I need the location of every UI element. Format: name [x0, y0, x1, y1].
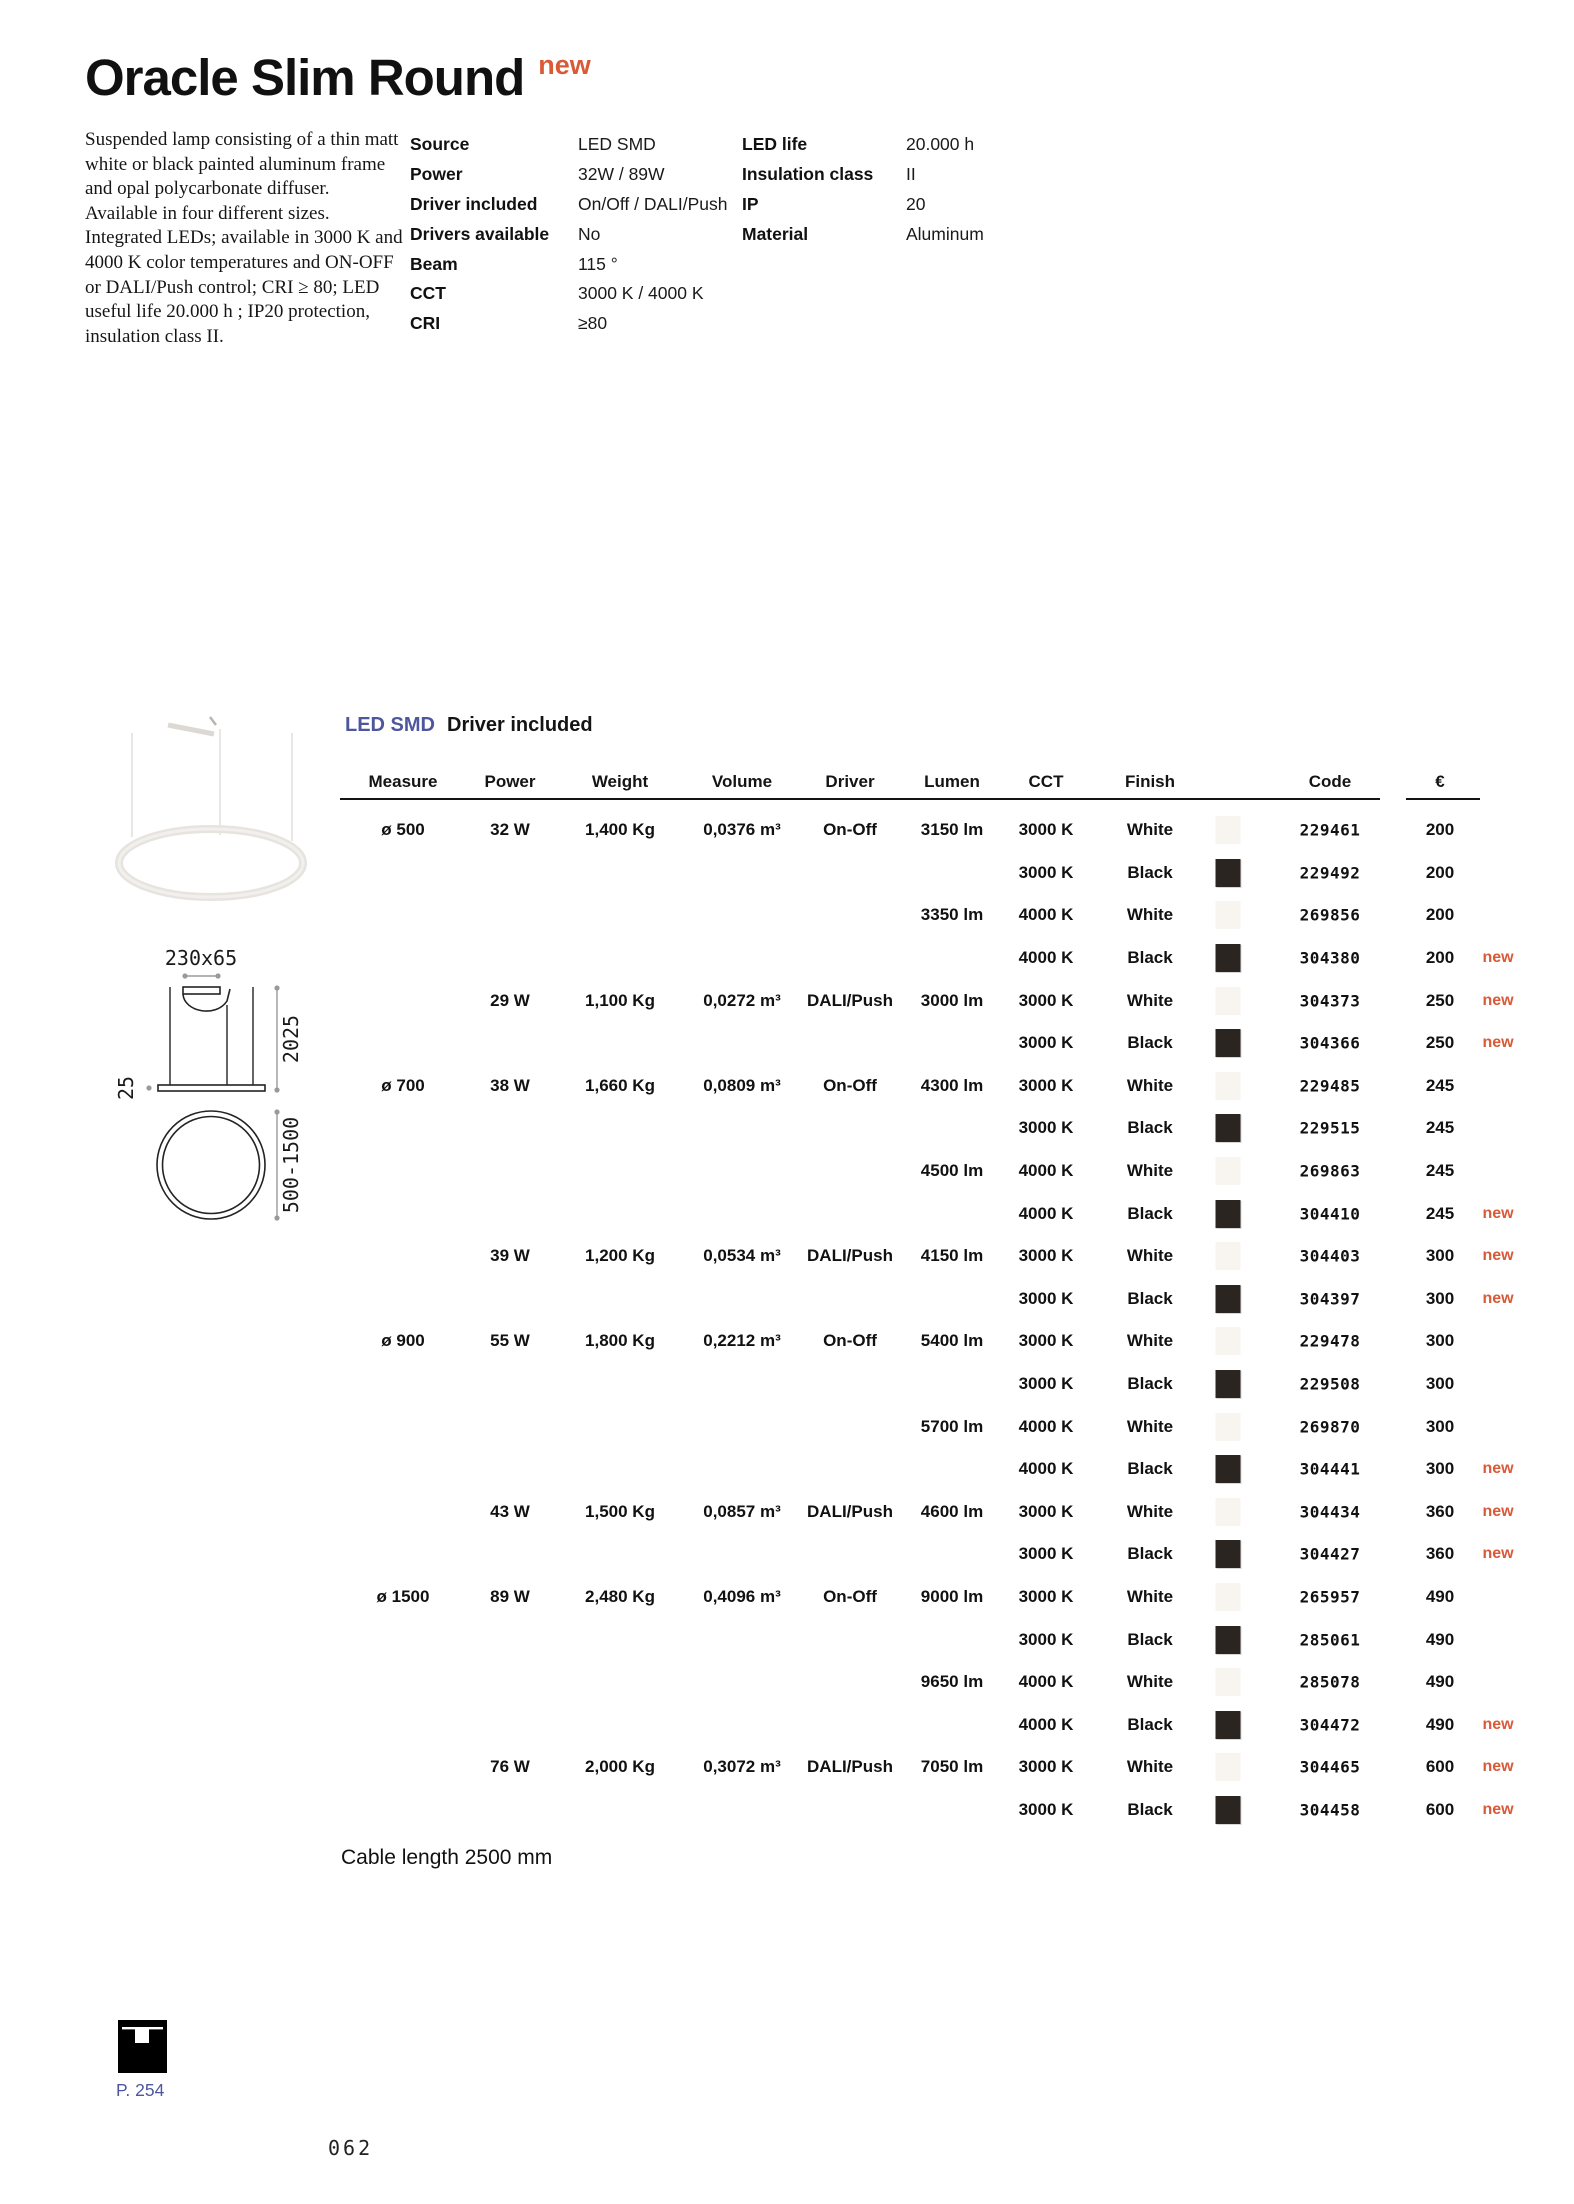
cell-price: 245 [1425, 1075, 1455, 1095]
cell-code: 304397 [1299, 1289, 1361, 1309]
icon-pendant-block [135, 2029, 149, 2043]
cell-code: 285078 [1299, 1672, 1361, 1692]
cell-measure: ø 700 [381, 1075, 425, 1095]
cell-new-tag: new [1482, 1800, 1514, 1818]
table-row [340, 979, 1560, 1022]
spec-value: II [906, 164, 916, 185]
cell-finish: White [1126, 1416, 1174, 1436]
table-rows [340, 809, 1560, 1831]
col-header-lumen: Lumen [924, 772, 980, 791]
cell-lumen: 4600 lm [920, 1501, 984, 1521]
cell-volume: 0,3072 m³ [703, 1757, 781, 1777]
spec-list-right [742, 130, 984, 249]
cell-code: 304380 [1299, 948, 1361, 968]
cell-price: 300 [1425, 1331, 1455, 1351]
cell-new-tag: new [1482, 949, 1514, 967]
cell-measure: ø 900 [381, 1331, 425, 1351]
cell-finish: White [1126, 1501, 1174, 1521]
cell-new-tag: new [1482, 1034, 1514, 1052]
cell-lumen: 9650 lm [920, 1672, 984, 1692]
spec-row [410, 309, 727, 339]
product-photo [70, 695, 320, 915]
cell-cct: 3000 K [1018, 1288, 1074, 1308]
header-rule-currency [1406, 798, 1480, 800]
product-description: Suspended lamp consisting of a thin matt white or black painted aluminum frame and opal polycarbonate diffuser. Available in four different sizes. Integrated LEDs; available in 3000 K and 4000 K color temperatures and ON-OFF or DALI/Push control; CRI ≥ 80; LED useful life 20.000 h ; IP20 protection, insulation class II. [85, 129, 403, 347]
finish-swatch-white [1216, 1583, 1241, 1611]
cell-cct: 3000 K [1018, 1799, 1074, 1819]
finish-swatch-white [1216, 901, 1241, 929]
cell-volume: 0,0857 m³ [703, 1501, 781, 1521]
table-row [340, 937, 1560, 980]
cell-finish: Black [1127, 1118, 1173, 1138]
cell-measure: ø 1500 [376, 1586, 430, 1606]
cell-finish: White [1126, 905, 1174, 925]
cell-code: 304403 [1299, 1246, 1361, 1266]
cell-volume: 0,0809 m³ [703, 1075, 781, 1095]
finish-swatch-black [1216, 1114, 1241, 1142]
finish-swatch-white [1216, 1753, 1241, 1781]
cell-cct: 4000 K [1018, 1459, 1074, 1479]
suspension-mount-icon [118, 2020, 167, 2073]
spec-list-left [410, 130, 727, 339]
cell-volume: 0,4096 m³ [703, 1586, 781, 1606]
finish-swatch-white [1216, 1072, 1241, 1100]
cell-price: 250 [1425, 1033, 1455, 1053]
page-title [85, 48, 591, 107]
finish-swatch-black [1216, 1370, 1241, 1398]
finish-swatch-black [1216, 1455, 1241, 1483]
finish-swatch-black [1216, 1200, 1241, 1228]
spec-label: Insulation class [742, 164, 874, 185]
spec-value: 3000 K / 4000 K [578, 283, 704, 304]
table-row [340, 1703, 1560, 1746]
finish-swatch-black [1216, 1626, 1241, 1654]
spec-row [742, 130, 984, 160]
cell-driver: On-Off [823, 1586, 877, 1606]
col-header-weight: Weight [591, 772, 649, 791]
cell-price: 490 [1425, 1629, 1455, 1649]
cell-finish: Black [1127, 1459, 1173, 1479]
page-reference-link[interactable]: P. 254 [116, 2080, 165, 2100]
cell-power: 55 W [490, 1331, 530, 1351]
cell-finish: Black [1127, 1288, 1173, 1308]
dim-dot [274, 1087, 279, 1092]
cell-code: 304410 [1299, 1204, 1361, 1224]
cell-price: 490 [1425, 1672, 1455, 1692]
drawing-ring-profile [158, 1085, 265, 1091]
drawing-canopy [183, 987, 220, 994]
col-header-code: Code [1308, 772, 1352, 791]
table-row [340, 1618, 1560, 1661]
spec-label: CCT [410, 283, 446, 304]
cell-lumen: 7050 lm [920, 1757, 984, 1777]
cell-lumen: 3000 lm [920, 990, 984, 1010]
table-row [340, 1320, 1560, 1363]
cell-price: 490 [1425, 1586, 1455, 1606]
spec-row [742, 160, 984, 190]
cell-finish: White [1126, 1757, 1174, 1777]
cell-lumen: 3350 lm [920, 905, 984, 925]
finish-swatch-black [1216, 944, 1241, 972]
finish-swatch-white [1216, 1668, 1241, 1696]
spec-label: Driver included [410, 193, 538, 214]
cell-new-tag: new [1482, 1247, 1514, 1265]
cell-finish: Black [1127, 1544, 1173, 1564]
cell-power: 38 W [490, 1075, 530, 1095]
dim-dot [215, 973, 220, 978]
table-row [340, 1448, 1560, 1491]
cell-weight: 2,000 Kg [585, 1757, 655, 1777]
cell-finish: White [1126, 1161, 1174, 1181]
cell-price: 200 [1425, 905, 1455, 925]
cell-new-tag: new [1482, 1545, 1514, 1563]
dim-dot [182, 973, 187, 978]
cell-price: 300 [1425, 1374, 1455, 1394]
spec-row [410, 160, 727, 190]
finish-swatch-white [1216, 1157, 1241, 1185]
cell-cct: 3000 K [1018, 862, 1074, 882]
col-header-currency: € [1435, 772, 1445, 791]
finish-swatch-white [1216, 1327, 1241, 1355]
spec-label: IP [742, 193, 759, 214]
cell-cct: 3000 K [1018, 990, 1074, 1010]
cell-code: 304465 [1299, 1757, 1361, 1777]
table-row [340, 1576, 1560, 1619]
cell-power: 76 W [490, 1757, 530, 1777]
dim-canopy-label: 230x65 [164, 946, 238, 970]
col-header-volume: Volume [711, 772, 773, 791]
cell-driver: On-Off [823, 820, 877, 840]
col-header-power: Power [484, 772, 536, 791]
spec-value: On/Off / DALI/Push [578, 193, 728, 214]
cell-driver: On-Off [823, 1331, 877, 1351]
cell-price: 300 [1425, 1416, 1455, 1436]
cell-volume: 0,2212 m³ [703, 1331, 781, 1351]
spec-label: Power [410, 164, 463, 185]
table-row [340, 1533, 1560, 1576]
cell-weight: 1,800 Kg [585, 1331, 655, 1351]
cell-code: 304472 [1299, 1715, 1361, 1735]
cell-cct: 4000 K [1018, 1161, 1074, 1181]
cell-code: 304366 [1299, 1033, 1361, 1053]
cell-price: 245 [1425, 1203, 1455, 1223]
spec-row [410, 130, 727, 160]
finish-swatch-black [1216, 859, 1241, 887]
cell-volume: 0,0376 m³ [703, 820, 781, 840]
cell-volume: 0,0272 m³ [703, 990, 781, 1010]
cell-cct: 4000 K [1018, 1714, 1074, 1734]
cell-cct: 3000 K [1018, 1075, 1074, 1095]
cell-power: 43 W [490, 1501, 530, 1521]
cell-finish: Black [1127, 1203, 1173, 1223]
cell-price: 600 [1425, 1757, 1455, 1777]
photo-canopy [168, 725, 214, 734]
cell-code: 229515 [1299, 1118, 1361, 1138]
cell-price: 200 [1425, 820, 1455, 840]
cell-cct: 4000 K [1018, 1672, 1074, 1692]
source-type-label: LED SMD [345, 714, 435, 736]
cell-driver: DALI/Push [807, 1246, 893, 1266]
driver-included-label: Driver included [447, 714, 593, 736]
spec-row [742, 190, 984, 220]
cell-code: 285061 [1299, 1630, 1361, 1650]
spec-label: Drivers available [410, 223, 550, 244]
cell-price: 360 [1425, 1544, 1455, 1564]
cell-new-tag: new [1482, 1715, 1514, 1733]
cell-finish: White [1126, 1331, 1174, 1351]
table-row [340, 1235, 1560, 1278]
cell-lumen: 5700 lm [920, 1416, 984, 1436]
drawing-ring-top-inner [163, 1117, 260, 1214]
cell-cct: 3000 K [1018, 1331, 1074, 1351]
cell-weight: 1,400 Kg [585, 820, 655, 840]
cell-new-tag: new [1482, 1502, 1514, 1520]
spec-label: CRI [410, 313, 441, 334]
drawing-ring-top-outer [157, 1111, 265, 1219]
cell-lumen: 4500 lm [920, 1161, 984, 1181]
dim-dot [274, 1215, 279, 1220]
col-header-driver: Driver [825, 772, 875, 791]
cell-code: 304427 [1299, 1544, 1361, 1564]
drawing-cable-curve [183, 989, 230, 1011]
cell-cct: 3000 K [1018, 820, 1074, 840]
photo-ring-highlight [119, 829, 303, 897]
header-rule [340, 798, 1380, 800]
col-header-cct: CCT [1028, 772, 1064, 791]
dim-dot [146, 1085, 151, 1090]
spec-label: Material [742, 223, 809, 244]
finish-swatch-white [1216, 816, 1241, 844]
col-header-finish: Finish [1124, 772, 1176, 791]
spec-row [742, 219, 984, 249]
cell-price: 200 [1425, 862, 1455, 882]
cell-code: 229485 [1299, 1076, 1361, 1096]
dim-profile-label: 25 [114, 1075, 138, 1101]
table-row [340, 1150, 1560, 1193]
cell-lumen: 9000 lm [920, 1586, 984, 1606]
cell-lumen: 4300 lm [920, 1075, 984, 1095]
cell-new-tag: new [1482, 1460, 1514, 1478]
finish-swatch-white [1216, 1413, 1241, 1441]
cell-lumen: 4150 lm [920, 1246, 984, 1266]
spec-value: 32W / 89W [578, 164, 665, 185]
finish-swatch-white [1216, 1242, 1241, 1270]
cell-power: 39 W [490, 1246, 530, 1266]
table-row [340, 1022, 1560, 1065]
cell-new-tag: new [1482, 1204, 1514, 1222]
table-row [340, 1363, 1560, 1406]
photo-hook [210, 717, 216, 725]
new-badge: new [538, 50, 591, 80]
cell-driver: DALI/Push [807, 990, 893, 1010]
spec-value: 20.000 h [906, 134, 975, 155]
cell-code: 304434 [1299, 1502, 1361, 1522]
cell-cct: 3000 K [1018, 1501, 1074, 1521]
table-row [340, 1789, 1560, 1832]
cell-cct: 4000 K [1018, 1416, 1074, 1436]
finish-swatch-white [1216, 1498, 1241, 1526]
table-row [340, 809, 1560, 852]
cell-price: 200 [1425, 948, 1455, 968]
cell-price: 245 [1425, 1118, 1455, 1138]
cell-driver: DALI/Push [807, 1757, 893, 1777]
cell-power: 29 W [490, 990, 530, 1010]
table-row [340, 1192, 1560, 1235]
cell-price: 300 [1425, 1246, 1455, 1266]
cell-weight: 1,200 Kg [585, 1246, 655, 1266]
table-row [340, 1491, 1560, 1534]
cell-code: 269870 [1299, 1417, 1361, 1437]
col-header-measure: Measure [368, 772, 438, 791]
cell-code: 304373 [1299, 991, 1361, 1011]
cell-driver: DALI/Push [807, 1501, 893, 1521]
table-row [340, 894, 1560, 937]
cell-cct: 3000 K [1018, 1118, 1074, 1138]
table-row [340, 1746, 1560, 1789]
spec-row [410, 279, 727, 309]
dim-drop-label: 2025 [279, 1014, 303, 1064]
table-row [340, 852, 1560, 895]
cell-price: 360 [1425, 1501, 1455, 1521]
finish-swatch-black [1216, 1029, 1241, 1057]
dimension-drawing [70, 935, 330, 1245]
cell-finish: Black [1127, 1714, 1173, 1734]
cable-length-note: Cable length 2500 mm [341, 1846, 553, 1869]
spec-value: ≥80 [578, 313, 608, 334]
table-section-header [345, 714, 593, 737]
spec-label: Source [410, 134, 470, 155]
cell-weight: 1,660 Kg [585, 1075, 655, 1095]
table-row [340, 1405, 1560, 1448]
finish-swatch-white [1216, 987, 1241, 1015]
cell-lumen: 5400 lm [920, 1331, 984, 1351]
cell-code: 269856 [1299, 905, 1361, 925]
cell-price: 490 [1425, 1714, 1455, 1734]
cell-price: 245 [1425, 1161, 1455, 1181]
cell-cct: 4000 K [1018, 948, 1074, 968]
cell-finish: White [1126, 1586, 1174, 1606]
cell-code: 229478 [1299, 1331, 1361, 1351]
spec-value: Aluminum [906, 223, 984, 244]
cell-weight: 1,500 Kg [585, 1501, 655, 1521]
finish-swatch-black [1216, 1285, 1241, 1313]
cell-finish: White [1126, 820, 1174, 840]
cell-price: 300 [1425, 1288, 1455, 1308]
cell-finish: White [1126, 990, 1174, 1010]
cell-power: 32 W [490, 820, 530, 840]
cell-code: 304458 [1299, 1800, 1361, 1820]
cell-finish: Black [1127, 1374, 1173, 1394]
cell-weight: 2,480 Kg [585, 1586, 655, 1606]
cell-cct: 4000 K [1018, 905, 1074, 925]
cell-cct: 3000 K [1018, 1586, 1074, 1606]
cell-finish: Black [1127, 1033, 1173, 1053]
cell-new-tag: new [1482, 1289, 1514, 1307]
table-row [340, 1065, 1560, 1108]
cell-new-tag: new [1482, 991, 1514, 1009]
cell-finish: White [1126, 1246, 1174, 1266]
cell-lumen: 3150 lm [920, 820, 984, 840]
cell-finish: White [1126, 1672, 1174, 1692]
cell-code: 304441 [1299, 1459, 1361, 1479]
dim-dot [274, 985, 279, 990]
cell-cct: 3000 K [1018, 1246, 1074, 1266]
table-header-row [340, 772, 1560, 794]
cell-finish: White [1126, 1075, 1174, 1095]
spec-value: 20 [906, 193, 926, 214]
spec-value: LED SMD [578, 134, 656, 155]
dim-dot [274, 1109, 279, 1114]
spec-label: LED life [742, 134, 808, 155]
cell-code: 265957 [1299, 1587, 1361, 1607]
cell-cct: 4000 K [1018, 1203, 1074, 1223]
cell-measure: ø 500 [381, 820, 425, 840]
cell-code: 269863 [1299, 1161, 1361, 1181]
spec-value: 115 ° [578, 253, 618, 274]
cell-code: 229492 [1299, 863, 1361, 883]
cell-finish: Black [1127, 1799, 1173, 1819]
cell-new-tag: new [1482, 1758, 1514, 1776]
cell-weight: 1,100 Kg [585, 990, 655, 1010]
cell-code: 229508 [1299, 1374, 1361, 1394]
cell-price: 300 [1425, 1459, 1455, 1479]
cell-cct: 3000 K [1018, 1033, 1074, 1053]
finish-swatch-black [1216, 1540, 1241, 1568]
spec-value: No [578, 223, 601, 244]
dim-diameter-label: 500-1500 [279, 1116, 303, 1214]
table-row [340, 1107, 1560, 1150]
cell-finish: Black [1127, 1629, 1173, 1649]
product-name: Oracle Slim Round [85, 49, 525, 106]
cell-cct: 3000 K [1018, 1757, 1074, 1777]
finish-swatch-black [1216, 1711, 1241, 1739]
cell-power: 89 W [490, 1586, 530, 1606]
finish-swatch-black [1216, 1796, 1241, 1824]
spec-row [410, 190, 727, 220]
cell-code: 229461 [1299, 820, 1361, 840]
cell-price: 600 [1425, 1799, 1455, 1819]
page-number: 062 [328, 2136, 374, 2160]
cell-driver: On-Off [823, 1075, 877, 1095]
spec-row [410, 219, 727, 249]
table-row [340, 1661, 1560, 1704]
spec-label: Beam [410, 253, 458, 274]
cell-finish: Black [1127, 862, 1173, 882]
cell-volume: 0,0534 m³ [703, 1246, 781, 1266]
cell-price: 250 [1425, 990, 1455, 1010]
spec-row [410, 249, 727, 279]
cell-finish: Black [1127, 948, 1173, 968]
cell-cct: 3000 K [1018, 1544, 1074, 1564]
table-row [340, 1278, 1560, 1321]
cell-cct: 3000 K [1018, 1629, 1074, 1649]
cell-cct: 3000 K [1018, 1374, 1074, 1394]
